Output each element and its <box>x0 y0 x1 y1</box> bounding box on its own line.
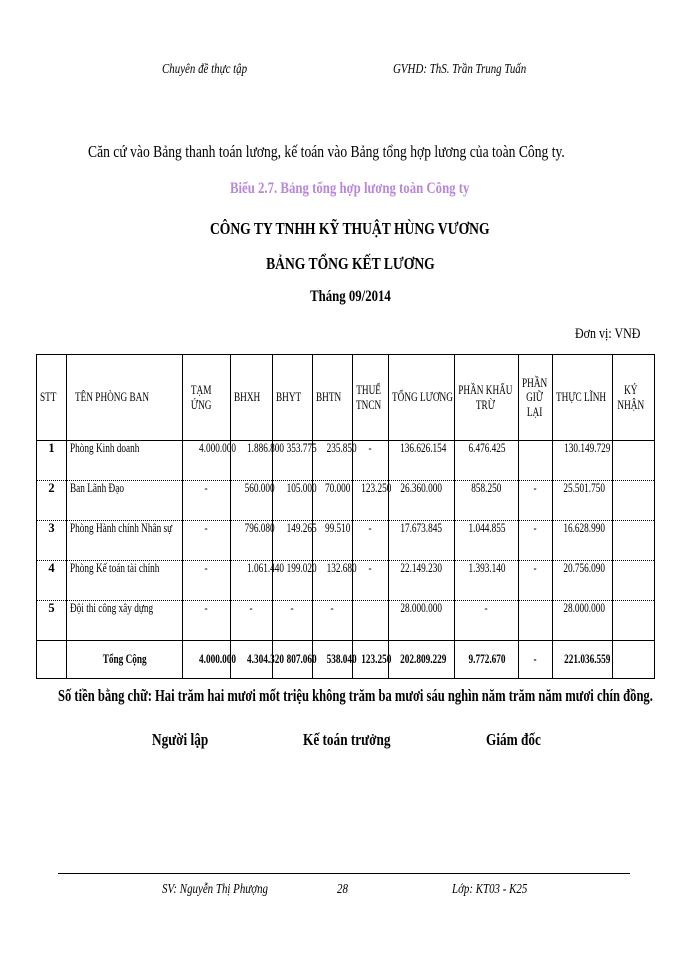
cell-total-salary: 136.626.154 <box>389 441 455 481</box>
sheet-title <box>0 254 700 274</box>
cell-income-tax: - <box>353 521 389 561</box>
cell-income-tax <box>353 601 389 641</box>
cell-retained: - <box>519 521 553 561</box>
col-header-deductions: PHẦN KHẤU TRỪ <box>455 355 519 441</box>
cell-total-salary: 28.000.000 <box>389 601 455 641</box>
total-net-pay: 221.036.559 <box>553 641 613 679</box>
cell-department: Phòng Kinh doanh <box>67 441 183 481</box>
cell-deductions: 1.044.855 <box>455 521 519 561</box>
cell-stt: 5 <box>37 601 67 641</box>
cell-signature <box>613 601 655 641</box>
cell-bhtn: - <box>313 601 353 641</box>
sheet-title-text: BẢNG TỔNG KẾT LƯƠNG <box>265 254 435 273</box>
col-header-stt: STT <box>37 355 67 441</box>
total-income-tax: 123.250 <box>353 641 389 679</box>
cell-income-tax: - <box>353 561 389 601</box>
cell-bhtn: 99.510 <box>313 521 353 561</box>
col-header-retained: PHẦN GIỮ LẠI <box>519 355 553 441</box>
cell-stt: 4 <box>37 561 67 601</box>
signature-preparer: Người lập <box>152 730 209 749</box>
intro-text: Căn cứ vào Bảng thanh toán lương, kế toán vào Bảng tổng hợp lương của toàn Công ty. <box>88 142 565 161</box>
salary-summary-table <box>36 354 655 679</box>
cell-bhxh: 1.061.440 <box>231 561 273 601</box>
total-deductions: 9.772.670 <box>455 641 519 679</box>
cell-bhtn: 70.000 <box>313 481 353 521</box>
cell-stt: 2 <box>37 481 67 521</box>
cell-advance: - <box>183 521 231 561</box>
cell-net-pay: 130.149.729 <box>553 441 613 481</box>
cell-department: Phòng Kế toán tài chính <box>67 561 183 601</box>
cell-retained: - <box>519 481 553 521</box>
cell-deductions: 6.476.425 <box>455 441 519 481</box>
cell-net-pay: 28.000.000 <box>553 601 613 641</box>
table-row <box>37 481 655 521</box>
footer-page-number: 28 <box>337 882 348 897</box>
cell-stt: 1 <box>37 441 67 481</box>
cell-advance: 4.000.000 <box>183 441 231 481</box>
total-label: Tổng Cộng <box>67 641 183 679</box>
sheet-month <box>0 288 700 306</box>
cell-bhyt: 199.020 <box>273 561 313 601</box>
col-header-bhxh: BHXH <box>231 355 273 441</box>
table-row <box>37 561 655 601</box>
cell-bhyt: 353.775 <box>273 441 313 481</box>
cell-signature <box>613 561 655 601</box>
total-retained: - <box>519 641 553 679</box>
cell-bhyt: - <box>273 601 313 641</box>
table-caption <box>0 180 700 198</box>
cell-income-tax: - <box>353 441 389 481</box>
col-header-bhtn: BHTN <box>313 355 353 441</box>
table-row <box>37 521 655 561</box>
cell-net-pay: 16.628.990 <box>553 521 613 561</box>
sheet-month-text: Tháng 09/2014 <box>309 288 391 305</box>
cell-advance: - <box>183 481 231 521</box>
col-header-income-tax: THUẾ TNCN <box>353 355 389 441</box>
cell-deductions: 1.393.140 <box>455 561 519 601</box>
signature-director: Giám đốc <box>486 730 541 749</box>
cell-retained <box>519 441 553 481</box>
cell-bhtn: 235.850 <box>313 441 353 481</box>
cell-signature <box>613 441 655 481</box>
cell-total-salary: 17.673.845 <box>389 521 455 561</box>
footer-student: SV: Nguyễn Thị Phượng <box>162 882 269 897</box>
table-row <box>37 441 655 481</box>
col-header-signature: KÝ NHẬN <box>613 355 655 441</box>
cell-signature <box>613 481 655 521</box>
cell-advance: - <box>183 561 231 601</box>
cell-deductions: 858.250 <box>455 481 519 521</box>
cell-stt <box>37 641 67 679</box>
cell-department: Ban Lãnh Đạo <box>67 481 183 521</box>
col-header-total-salary: TỔNG LƯƠNG <box>389 355 455 441</box>
cell-bhxh: 560.000 <box>231 481 273 521</box>
company-name <box>0 219 700 239</box>
header-left: Chuyên đề thực tập <box>162 62 248 77</box>
cell-retained <box>519 601 553 641</box>
currency-unit: Đơn vị: VNĐ <box>575 326 641 342</box>
cell-total-salary: 26.360.000 <box>389 481 455 521</box>
amount-in-words: Số tiền bằng chữ: Hai trăm hai mươi mốt triệu không trăm ba mươi sáu nghìn năm trăm năm mươi chín đồng. <box>58 686 653 705</box>
cell-stt: 3 <box>37 521 67 561</box>
total-salary: 202.809.229 <box>389 641 455 679</box>
total-advance: 4.000.000 <box>183 641 231 679</box>
footer-divider <box>58 873 630 874</box>
cell-bhxh: 1.886.800 <box>231 441 273 481</box>
col-header-department: TÊN PHÒNG BAN <box>67 355 183 441</box>
cell-net-pay: 25.501.750 <box>553 481 613 521</box>
cell-deductions: - <box>455 601 519 641</box>
cell-bhxh: - <box>231 601 273 641</box>
total-bhtn: 538.040 <box>313 641 353 679</box>
cell-total-salary: 22.149.230 <box>389 561 455 601</box>
cell-retained: - <box>519 561 553 601</box>
table-row <box>37 601 655 641</box>
cell-department: Đội thi công xây dựng <box>67 601 183 641</box>
col-header-bhyt: BHYT <box>273 355 313 441</box>
cell-bhyt: 149.265 <box>273 521 313 561</box>
cell-bhyt: 105.000 <box>273 481 313 521</box>
cell-bhxh: 796.080 <box>231 521 273 561</box>
cell-income-tax: 123.250 <box>353 481 389 521</box>
table-total-row <box>37 641 655 679</box>
cell-signature <box>613 521 655 561</box>
signature-chief-accountant: Kế toán trưởng <box>303 730 391 749</box>
col-header-net-pay: THỰC LĨNH <box>553 355 613 441</box>
total-signature <box>613 641 655 679</box>
cell-net-pay: 20.756.090 <box>553 561 613 601</box>
cell-advance: - <box>183 601 231 641</box>
total-bhxh: 4.304.320 <box>231 641 273 679</box>
cell-bhtn: 132.680 <box>313 561 353 601</box>
total-bhyt: 807.060 <box>273 641 313 679</box>
header-right: GVHD: ThS. Trần Trung Tuấn <box>393 62 527 77</box>
col-header-advance: TẠM ỨNG <box>183 355 231 441</box>
cell-department: Phòng Hành chính Nhân sự <box>67 521 183 561</box>
table-caption-text: Biểu 2.7. Bảng tổng hợp lương toàn Công ty <box>230 180 470 197</box>
footer-class: Lớp: KT03 - K25 <box>452 882 528 897</box>
table-header-row <box>37 355 655 441</box>
company-name-text: CÔNG TY TNHH KỸ THUẬT HÙNG VƯƠNG <box>210 219 490 238</box>
